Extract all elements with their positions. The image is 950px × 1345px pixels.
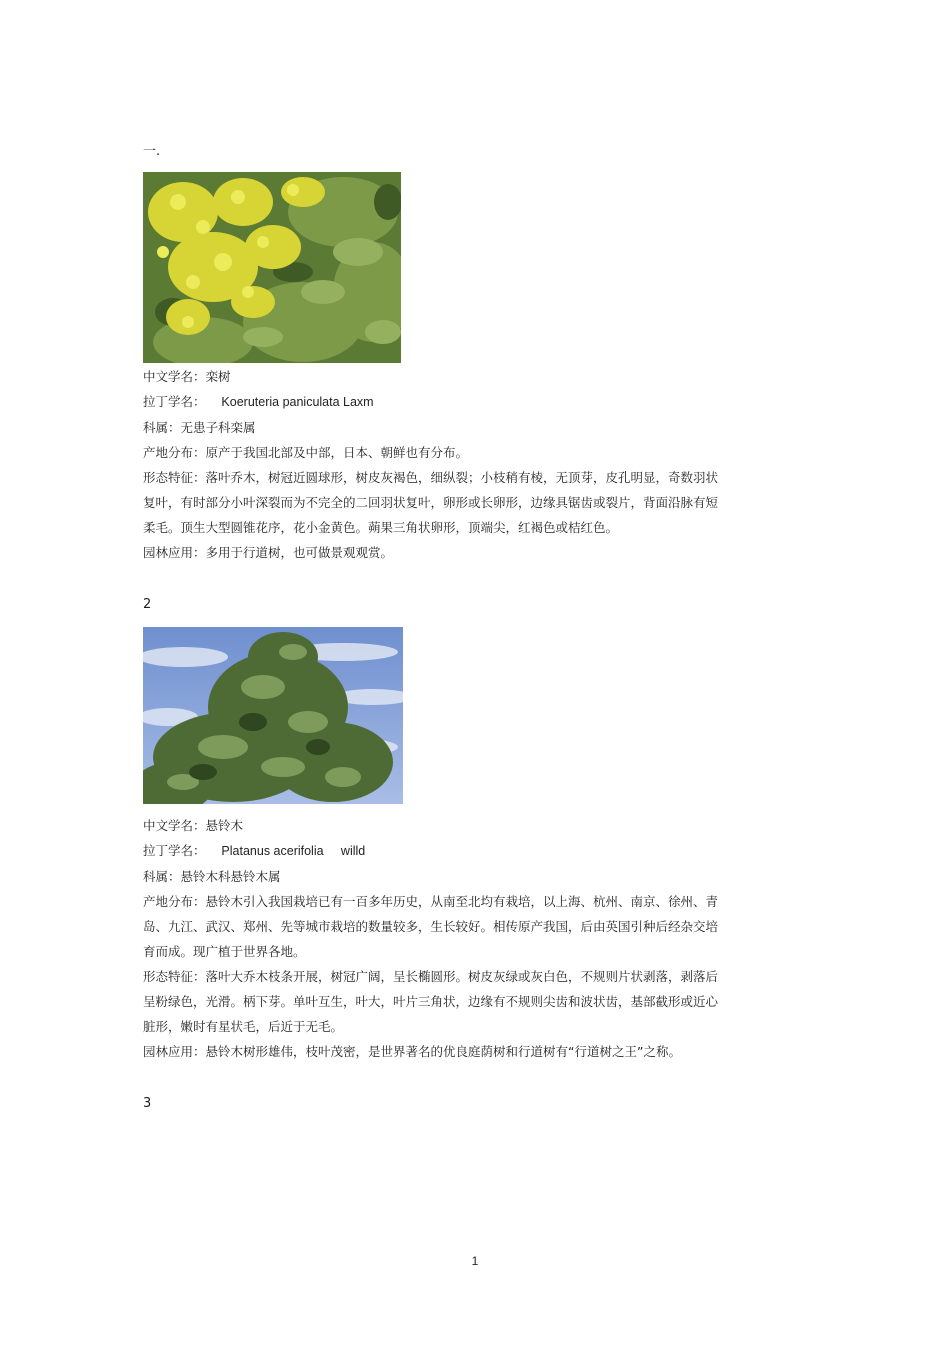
family-genus: 科属：无患子科栾属 [143,420,256,435]
latin-name: Koeruteria paniculata Laxm [221,395,374,409]
garden-application: 园林应用：悬铃木树形雄伟，枝叶茂密，是世界著名的优良庭荫树和行道树有“行道树之王”之称。 [143,1044,681,1059]
morphology-line: 柔毛。顶生大型圆锥花序，花小金黄色。蒴果三角状卵形，顶端尖，红褐色或桔红色。 [143,520,619,535]
morphology-line: 复叶，有时部分小叶深裂而为不完全的二回羽状复叶，卵形或长卵形，边缘具锯齿或裂片，背面沿脉有短 [143,495,719,510]
entry-number: 3 [143,1096,152,1111]
koelreuteria-photo [143,172,401,363]
morphology-line: 形态特征：落叶大乔木枝条开展，树冠广阔，呈长椭圆形。树皮灰绿或灰白色，不规则片状剥落，剥落后 [143,969,719,984]
entry-2-info [143,813,743,1064]
latin-name-label: 拉丁学名： [143,843,206,858]
chinese-name: 中文学名：悬铃木 [143,818,244,833]
distribution-line: 岛、九江、武汉、郑州、先等城市栽培的数量较多，生长较好。相传原产我国，后由英国引种后经杂交培 [143,919,719,934]
page-number: 1 [471,1254,479,1268]
latin-name-row [143,838,743,864]
latin-name: Platanus acerifolia willd [221,844,366,858]
family-genus: 科属：悬铃木科悬铃木属 [143,869,281,884]
entry-number: 2 [143,597,152,612]
latin-name-label: 拉丁学名： [143,394,206,409]
distribution-line: 产地分布：悬铃木引入我国栽培已有一百多年历史，从南至北均有栽培，以上海、杭州、南京、徐州、青 [143,894,719,909]
platanus-photo [143,627,403,804]
garden-application: 园林应用：多用于行道树，也可做景观观赏。 [143,545,394,560]
latin-name-row [143,389,743,415]
morphology-line: 脏形，嫩时有星状毛，后近于无毛。 [143,1019,344,1034]
morphology-line: 形态特征：落叶乔木，树冠近圆球形，树皮灰褐色，细纵裂；小枝稍有棱，无顶芽，皮孔明显，奇数羽状 [143,470,719,485]
morphology-line: 呈粉绿色，光滑。柄下芽。单叶互生，叶大，叶片三角状，边缘有不规则尖齿和波状齿，基部截形或近心 [143,994,719,1009]
chinese-name: 中文学名：栾树 [143,369,231,384]
entry-number: 一. [143,144,161,159]
distribution-line: 育而成。现广植于世界各地。 [143,944,306,959]
distribution: 产地分布：原产于我国北部及中部，日本、朝鲜也有分布。 [143,445,469,460]
entry-1-info [143,364,743,565]
